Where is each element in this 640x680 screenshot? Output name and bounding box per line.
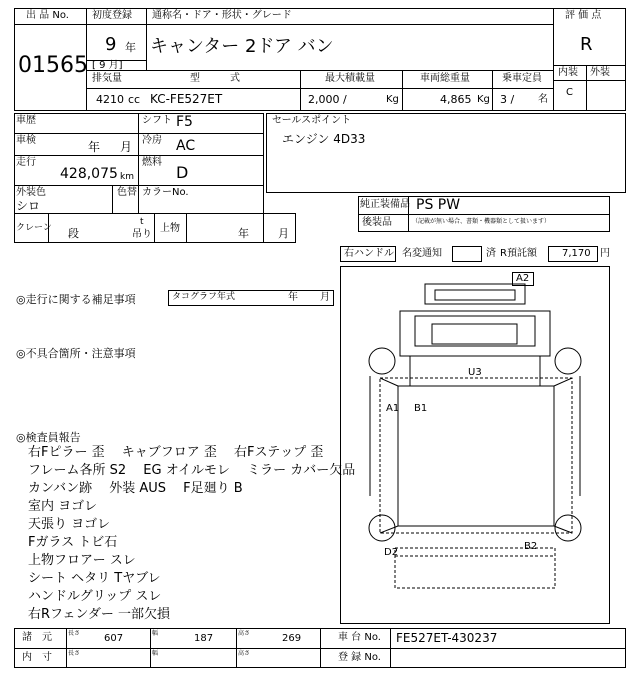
damage-mark-a1: A1 xyxy=(386,403,400,414)
inner-length-label: 長さ xyxy=(68,650,81,657)
inspector-report-line: 上物フロアー スレ xyxy=(28,553,136,568)
displacement: 4210 xyxy=(96,93,124,106)
length-value: 607 xyxy=(104,633,124,644)
score-label: 評 価 点 xyxy=(565,10,602,21)
damage-mark-a2: A2 xyxy=(516,273,530,284)
inner-height-label: 高さ xyxy=(238,650,251,657)
damage-mark-b1: B1 xyxy=(414,403,428,414)
history-label: 車歴 xyxy=(16,115,36,126)
inspector-report-line: 右Rフェンダー 一部欠損 xyxy=(28,607,170,622)
width-value: 187 xyxy=(194,633,214,644)
inspector-report-label: ◎検査員報告 xyxy=(16,431,81,444)
upper-year-unit: 年 xyxy=(238,227,249,240)
defects-label: ◎不具合箇所・注意事項 xyxy=(16,347,136,360)
height-value: 269 xyxy=(282,633,302,644)
chassis-value: FE527ET-430237 xyxy=(396,631,498,645)
mileage-label: 走行 xyxy=(16,157,36,168)
ac-value: AC xyxy=(176,138,196,154)
inspector-report-line: Fガラス トビ石 xyxy=(28,535,118,550)
inner-width-label: 幅 xyxy=(152,650,159,657)
lot-no-label: 出 品 No. xyxy=(26,10,69,21)
first-reg-month: [ 9 月] xyxy=(92,60,123,71)
gross-weight-label: 車両総重量 xyxy=(420,73,470,84)
displacement-unit: cc xyxy=(128,93,141,106)
ac-label: 冷房 xyxy=(142,135,162,146)
tacho-year-unit: 年 xyxy=(288,292,298,303)
shift-value: F5 xyxy=(176,114,193,130)
name-change-label: 名変通知 xyxy=(402,248,442,259)
first-reg-label: 初度登録 xyxy=(92,10,132,21)
max-load-label: 最大積載量 xyxy=(325,73,375,84)
mileage-unit: km xyxy=(120,172,134,182)
ext-color-value: シロ xyxy=(16,199,41,213)
inspector-report-line: シート ヘタリ Tヤブレ xyxy=(28,571,161,586)
first-reg-year: 9 xyxy=(105,34,117,55)
fuel-value: D xyxy=(176,163,189,182)
height-label: 高さ xyxy=(238,630,251,637)
model-name: キャンター 2ドア バン xyxy=(150,36,334,57)
steering-side: 右ハンドル xyxy=(344,248,394,259)
inspection-month-unit: 月 xyxy=(120,140,133,154)
upper-label: 上物 xyxy=(160,223,180,234)
color-no-label: 色替 xyxy=(117,187,137,198)
max-load-unit: Kg xyxy=(386,94,399,105)
shift-label: シフト xyxy=(142,115,172,126)
tacho-label: タコグラフ年式 xyxy=(172,292,236,302)
inspector-report-line: フレーム各所 S2 EG オイルモレ ミラー カバー欠品 xyxy=(28,463,356,478)
inspection-year-unit: 年 xyxy=(88,140,101,154)
displacement-label: 排気量 xyxy=(92,73,122,84)
recycle-label: R預託額 xyxy=(500,248,537,259)
crane-lift-unit: 吊り xyxy=(132,229,152,240)
damage-mark-u3: U3 xyxy=(468,367,482,378)
inspector-report-line: 天張り ヨゴレ xyxy=(28,517,111,532)
tacho-month-unit: 月 xyxy=(320,292,330,303)
max-load: 2,000 / xyxy=(308,93,347,106)
name-change-box xyxy=(452,246,482,262)
genuine-equipment: PS PW xyxy=(416,197,461,213)
model-name-label: 通称名・ドア・形状・グレード xyxy=(152,10,292,21)
aftermarket-note: （記載が無い場合、書類・機器類として扱います） xyxy=(412,218,551,225)
truck-diagram-drawing xyxy=(340,266,610,624)
capacity-unit: 名 xyxy=(538,94,548,105)
interior-score: C xyxy=(566,87,573,98)
genuine-equipment-label: 純正装備品 xyxy=(360,199,410,210)
sales-point-text: エンジン 4D33 xyxy=(282,132,366,146)
recycle-unit: 円 xyxy=(600,248,610,259)
capacity-label: 乗車定員 xyxy=(502,73,542,84)
gross-weight-unit: Kg xyxy=(477,94,490,105)
exterior-label: 外装 xyxy=(590,67,610,78)
gross-weight: 4,865 xyxy=(440,93,472,106)
model-code: KC-FE527ET xyxy=(150,92,223,106)
upper-month-unit: 月 xyxy=(278,227,289,240)
score-value: R xyxy=(580,34,593,55)
mileage-value: 428,075 xyxy=(60,166,118,182)
chassis-label: 車 台 No. xyxy=(338,632,381,643)
inner-dims-label: 内 寸 xyxy=(22,652,52,663)
ext-color-label: 外装色 xyxy=(16,187,46,198)
crane-steps-unit: 段 xyxy=(68,227,79,240)
inspector-report-line: 室内 ヨゴレ xyxy=(28,499,98,514)
color-code-label: カラーNo. xyxy=(142,187,189,198)
width-label: 幅 xyxy=(152,630,159,637)
damage-mark-d2: D2 xyxy=(384,547,399,558)
dims-label: 諸 元 xyxy=(22,632,52,643)
fuel-label: 燃料 xyxy=(142,157,162,168)
reg-no-label: 登 録 No. xyxy=(338,652,381,663)
year-unit: 年 xyxy=(125,41,136,54)
crane-label: クレーン xyxy=(16,223,52,233)
length-label: 長さ xyxy=(68,630,81,637)
aftermarket-label: 後装品 xyxy=(362,217,392,228)
capacity: 3 / xyxy=(500,93,515,106)
recycle-prefix: 済 xyxy=(486,248,496,259)
damage-mark-b2: B2 xyxy=(524,541,538,552)
interior-label: 内装 xyxy=(558,67,578,78)
driving-remarks-label: ◎走行に関する補足事項 xyxy=(16,293,136,306)
inspection-label: 車検 xyxy=(16,135,36,146)
sales-point-label: セールスポイント xyxy=(272,115,352,126)
inspector-report-line: ハンドルグリップ スレ xyxy=(28,589,162,604)
inspector-report-line: 右Fピラー 歪 キャブフロア 歪 右Fステップ 歪 xyxy=(28,445,324,460)
model-code-label: 型 式 xyxy=(190,73,240,84)
crane-ton-unit: t xyxy=(140,217,144,227)
recycle-amount: 7,170 xyxy=(562,248,591,259)
inspector-report-line: カンバン跡 外装 AUS F足廻り B xyxy=(28,481,243,496)
lot-no: 01565 xyxy=(18,53,88,78)
